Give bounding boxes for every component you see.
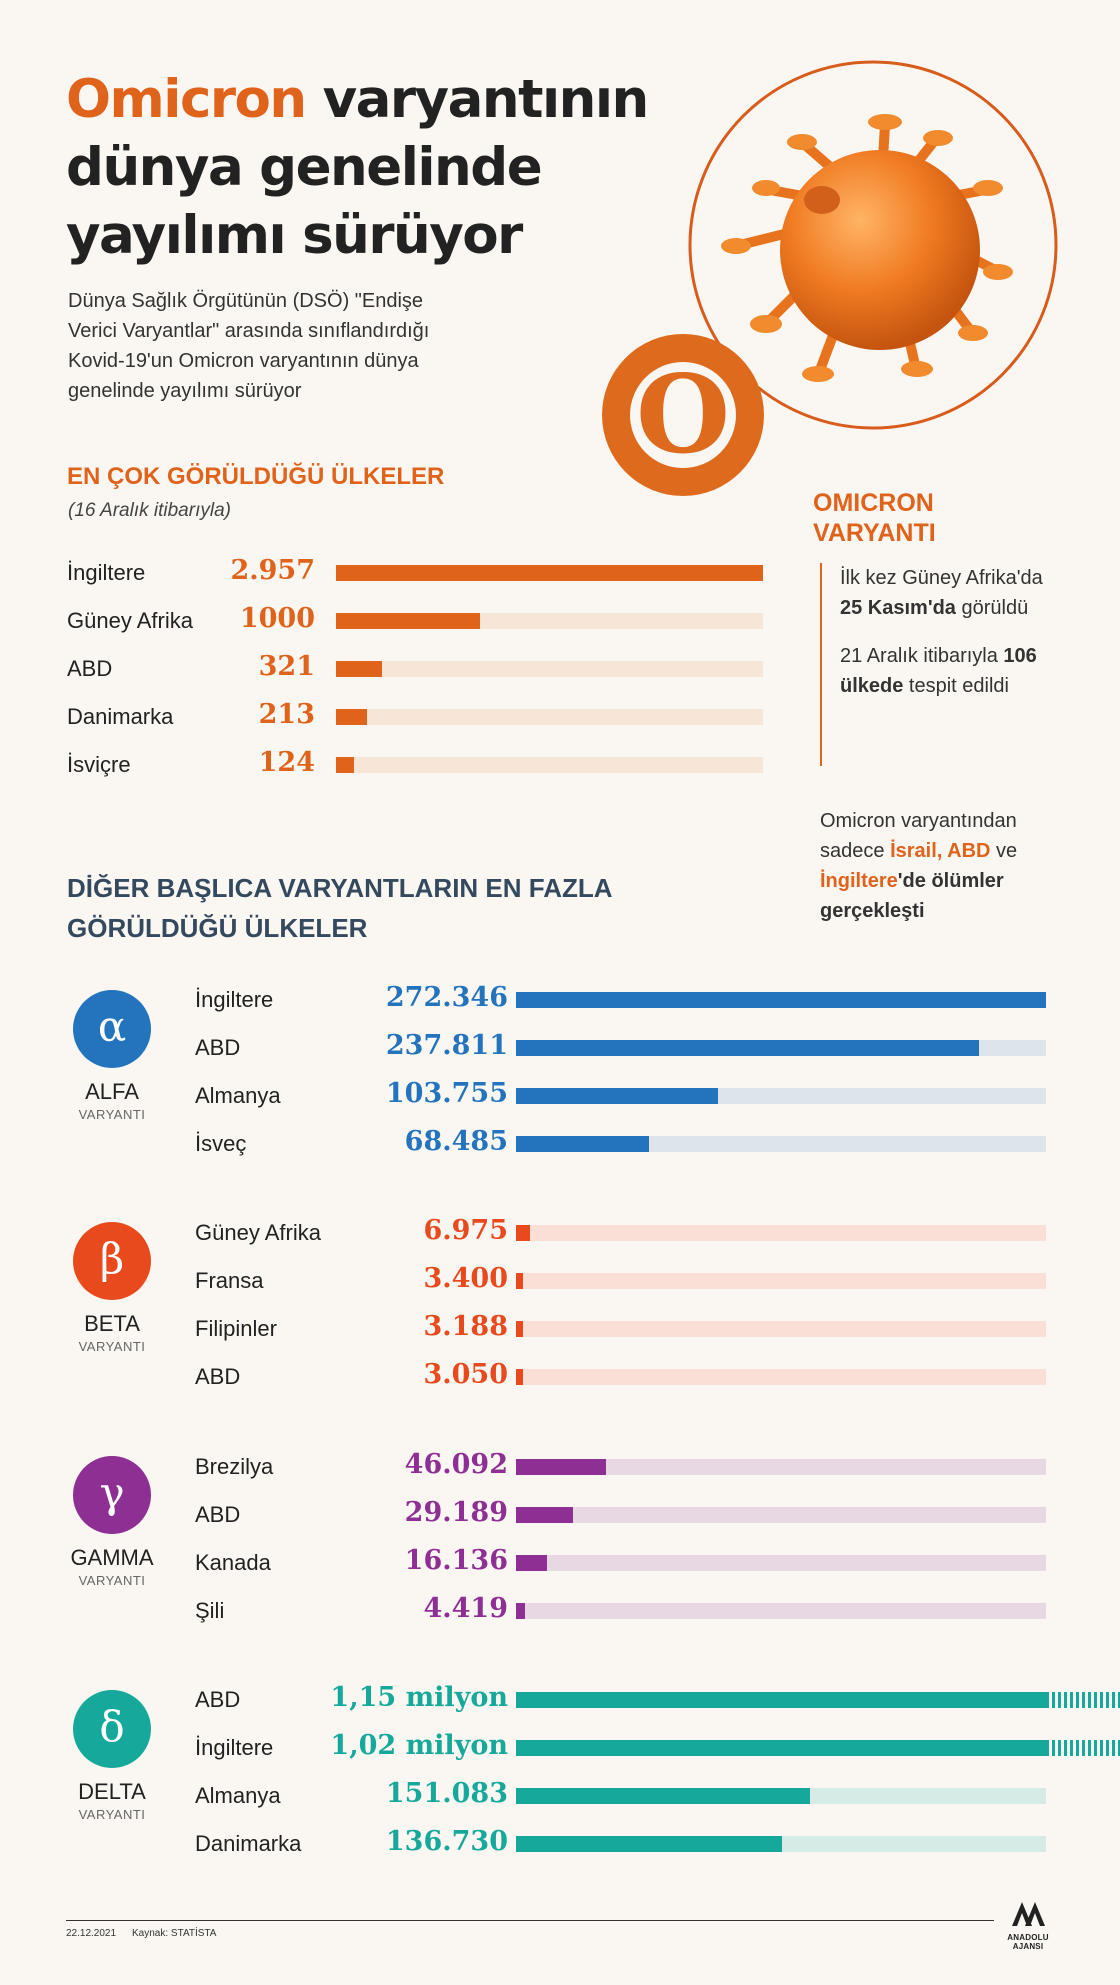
bar-mark — [516, 992, 1046, 1008]
bar-category-label: Brezilya — [195, 1454, 274, 1479]
side-heading-line1: OMICRON — [813, 489, 934, 517]
variant-symbol-icon: γ — [73, 1456, 151, 1534]
title-line2: dünya genelinde — [66, 137, 542, 198]
bar-category-label: Filipinler — [195, 1316, 277, 1341]
footer-source: Kaynak: STATİSTA — [132, 1928, 217, 1939]
note-highlight: İngiltere — [820, 870, 898, 892]
bar-category-label: Danimarka — [67, 704, 174, 729]
bar-value-label: 124 — [258, 747, 315, 778]
bar-mark — [516, 1740, 1046, 1756]
intro-line: Dünya Sağlık Örgütünün (DSÖ) "Endişe — [68, 290, 424, 312]
bar-category-label: Şili — [195, 1598, 225, 1623]
bar-track — [336, 565, 763, 581]
bar-value-label: 1,02 milyon — [330, 1730, 508, 1761]
bar-track — [516, 1273, 1046, 1289]
virus-icon — [721, 114, 1013, 382]
bar-track — [516, 1225, 1046, 1241]
omicron-letter: O — [635, 352, 731, 478]
bar-value-label: 4.419 — [423, 1593, 508, 1624]
deaths-note — [820, 806, 1060, 926]
bar-category-label: İngiltere — [195, 987, 274, 1012]
side-heading-line2: VARYANTI — [813, 519, 936, 547]
bar-track — [516, 1040, 1046, 1056]
bar-track — [516, 1321, 1046, 1337]
bar-track — [516, 992, 1046, 1008]
bar-value-label: 46.092 — [404, 1449, 508, 1480]
bar-category-label: İngiltere — [195, 1735, 274, 1760]
section1-title: EN ÇOK GÖRÜLDÜĞÜ ÜLKELER — [67, 463, 445, 490]
bar-track — [336, 613, 763, 629]
bar-value-label: 1,15 milyon — [330, 1682, 508, 1713]
bar-mark — [336, 757, 354, 773]
bar-mark — [336, 709, 367, 725]
variant-name: GAMMA — [70, 1545, 154, 1570]
bar-mark — [516, 1369, 523, 1385]
note-text: Omicron varyantından sadece — [820, 810, 1017, 862]
bar-mark — [516, 1225, 530, 1241]
bar-value-label: 213 — [258, 699, 315, 730]
bar-mark — [516, 1603, 525, 1619]
side-bold: 106 ülkede — [840, 645, 1037, 697]
bar-mark — [516, 1088, 718, 1104]
variant-name: BETA — [84, 1311, 140, 1336]
variant-subtitle: VARYANTI — [78, 1107, 146, 1122]
bar-category-label: Fransa — [195, 1268, 264, 1293]
footer-date: 22.12.2021 — [66, 1928, 117, 1939]
side-text: 21 Aralık itibarıyla — [840, 645, 1004, 667]
bar-mark — [336, 661, 382, 677]
variant-name: DELTA — [78, 1779, 146, 1804]
bar-value-label: 29.189 — [404, 1497, 508, 1528]
footer-divider — [66, 1920, 994, 1921]
bar-track — [516, 1088, 1046, 1104]
bar-category-label: İngiltere — [67, 560, 146, 585]
aa-logo-text: ANADOLU AJANSI — [1007, 1933, 1049, 1951]
bar-mark — [516, 1273, 523, 1289]
bar-value-label: 237.811 — [385, 1030, 508, 1061]
bar-category-label: İsviçre — [67, 752, 131, 777]
note-bold: 'de ölümler gerçekleşti — [820, 870, 1004, 922]
bar-track — [516, 1459, 1046, 1475]
bar-mark — [516, 1321, 523, 1337]
bar-value-label: 3.050 — [423, 1359, 508, 1390]
bar-track — [516, 1507, 1046, 1523]
bar-category-label: İsveç — [195, 1131, 247, 1156]
side-heading — [813, 488, 1013, 548]
bar-value-label: 321 — [258, 651, 315, 682]
bar-category-label: ABD — [195, 1364, 241, 1389]
side-info — [820, 563, 1050, 766]
note-text: ve — [990, 840, 1018, 862]
bar-track — [336, 709, 763, 725]
bar-value-label: 2.957 — [230, 555, 315, 586]
bar-value-label: 1000 — [239, 603, 315, 634]
intro-line: Verici Varyantlar" arasında sınıflandırdığı — [68, 320, 430, 342]
bar-category-label: Güney Afrika — [195, 1220, 321, 1245]
side-bold: 25 Kasım'da — [840, 597, 956, 619]
bar-category-label: ABD — [195, 1035, 241, 1060]
bar-category-label: Kanada — [195, 1550, 271, 1575]
intro-line: genelinde yayılımı sürüyor — [68, 380, 302, 402]
variant-name: ALFA — [85, 1079, 139, 1104]
bar-track — [516, 1788, 1046, 1804]
bar-track — [516, 1603, 1046, 1619]
bar-value-label: 272.346 — [385, 982, 508, 1013]
variant-symbol-icon: β — [73, 1222, 151, 1300]
bar-overflow-mark — [1046, 1692, 1120, 1708]
side-info-first-seen — [840, 563, 1050, 623]
variant-symbol-icon: δ — [73, 1690, 151, 1768]
section2-title: DİĞER BAŞLICA VARYANTLARIN EN FAZLA GÖRÜLDÜĞÜ ÜLKELER — [67, 873, 612, 943]
bar-value-label: 6.975 — [423, 1215, 508, 1246]
bar-mark — [516, 1692, 1046, 1708]
bar-mark — [336, 613, 480, 629]
bar-track — [516, 1555, 1046, 1571]
bar-track — [336, 757, 763, 773]
bar-mark — [516, 1555, 547, 1571]
bar-category-label: ABD — [195, 1502, 241, 1527]
variant-subtitle: VARYANTI — [78, 1339, 146, 1354]
bar-track — [516, 1836, 1046, 1852]
side-info-countries — [840, 641, 1050, 701]
bar-category-label: Almanya — [195, 1083, 281, 1108]
section1-subtitle: (16 Aralık itibarıyla) — [68, 500, 231, 521]
bar-track — [516, 1136, 1046, 1152]
bar-overflow-mark — [1046, 1740, 1120, 1756]
bar-track — [516, 1692, 1046, 1708]
bar-value-label: 3.188 — [423, 1311, 508, 1342]
bar-category-label: Almanya — [195, 1783, 281, 1808]
bar-track — [336, 661, 763, 677]
intro-line: Kovid-19'un Omicron varyantının dünya — [68, 350, 419, 372]
bar-category-label: Danimarka — [195, 1831, 302, 1856]
bar-mark — [516, 1788, 810, 1804]
bar-mark — [336, 565, 763, 581]
title-highlight: Omicron — [66, 69, 306, 130]
intro-text — [68, 286, 528, 406]
bar-category-label: ABD — [195, 1687, 241, 1712]
note-highlight: İsrail, ABD — [890, 840, 991, 862]
bar-mark — [516, 1136, 649, 1152]
title-line3: yayılımı sürüyor — [66, 205, 522, 266]
side-text: İlk kez Güney Afrika'da — [840, 567, 1043, 589]
aa-logo-icon — [1008, 1898, 1048, 1928]
page-title — [66, 66, 648, 270]
bar-value-label: 16.136 — [404, 1545, 508, 1576]
bar-value-label: 151.083 — [385, 1778, 508, 1809]
aa-logo — [995, 1898, 1061, 1951]
bar-category-label: Güney Afrika — [67, 608, 193, 633]
omicron-logo — [602, 334, 764, 496]
variant-symbol-icon: α — [73, 990, 151, 1068]
bar-category-label: ABD — [67, 656, 113, 681]
variant-subtitle: VARYANTI — [78, 1573, 146, 1588]
bar-value-label: 68.485 — [404, 1126, 508, 1157]
bar-value-label: 136.730 — [385, 1826, 508, 1857]
side-text: tespit edildi — [903, 675, 1009, 697]
bar-value-label: 103.755 — [385, 1078, 508, 1109]
bar-mark — [516, 1040, 979, 1056]
variant-subtitle: VARYANTI — [78, 1807, 146, 1822]
title-line1: varyantının — [305, 69, 648, 130]
bar-track — [516, 1740, 1046, 1756]
bar-mark — [516, 1459, 606, 1475]
side-text: görüldü — [955, 597, 1029, 619]
bar-mark — [516, 1507, 573, 1523]
bar-track — [516, 1369, 1046, 1385]
bar-mark — [516, 1836, 782, 1852]
bar-value-label: 3.400 — [423, 1263, 508, 1294]
